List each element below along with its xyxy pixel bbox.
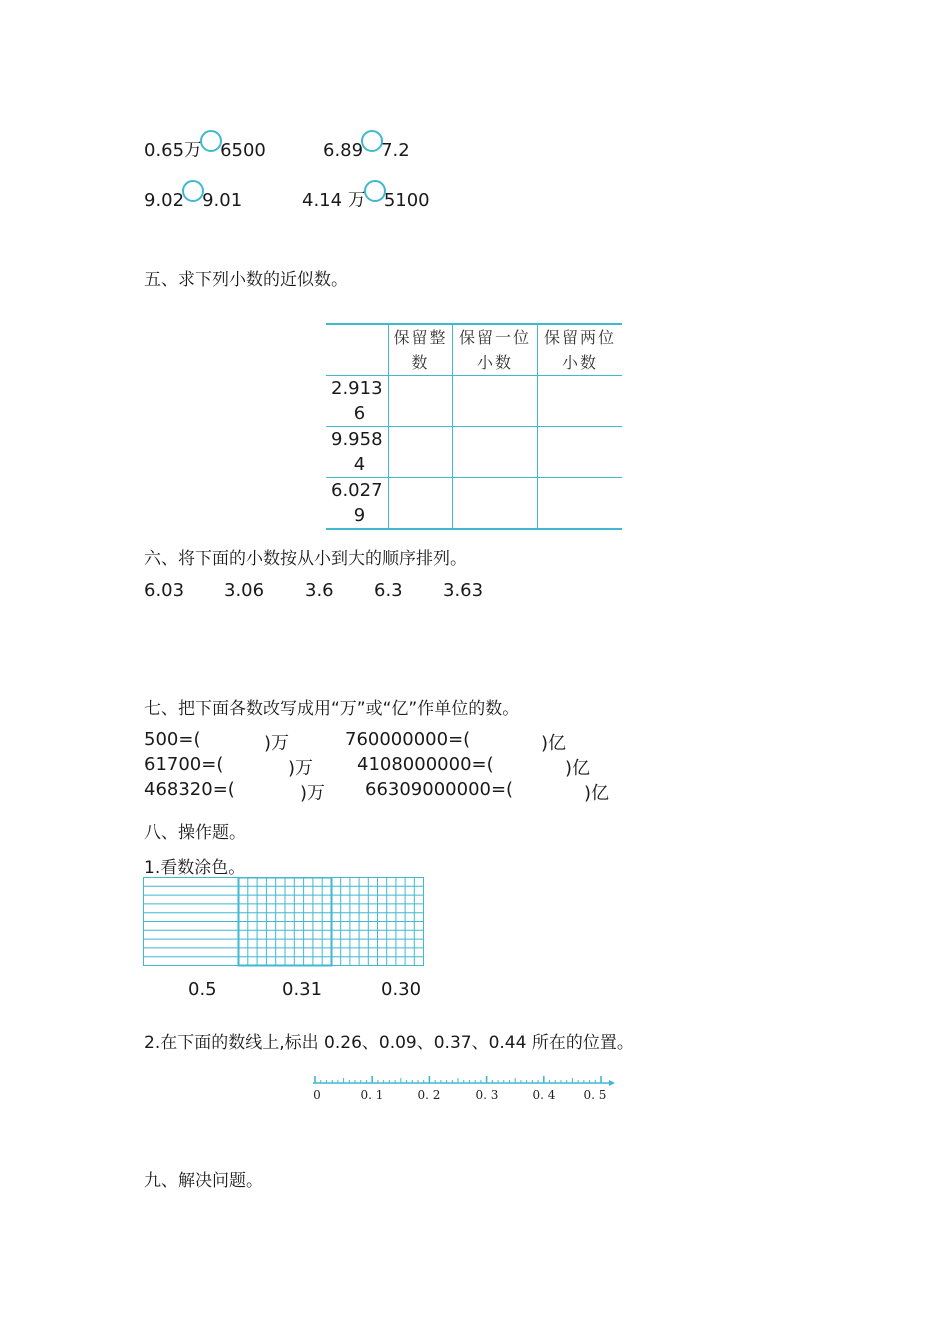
rewrite-left: 4108000000=( [357,754,494,775]
compare-item: 9.02 9.01 [144,180,242,211]
approx-table [326,323,622,530]
number-item: 6.3 [374,580,403,601]
tick-label: 0. 4 [532,1088,556,1102]
rewrite-left: 468320=( [144,779,235,800]
answer-cell[interactable] [389,376,453,427]
compare-item: 6.89 7.2 [323,130,410,161]
question-2: 2.在下面的数线上,标出 0.26、0.09、0.37、0.44 所在的位置。 [144,1033,634,1053]
section-title: 五、求下列小数的近似数。 [144,270,348,290]
section-title: 六、将下面的小数按从小到大的顺序排列。 [144,549,467,569]
compare-item: 0.65万 6500 [144,130,266,162]
section-title: 九、解决问题。 [144,1171,263,1191]
rewrite-unit: )亿 [565,758,591,779]
table-header: 保留整 数 [389,324,453,376]
rewrite-left: 760000000=( [345,729,471,750]
number-list [144,580,184,601]
table-row-label: 6.027 9 [326,478,389,530]
compare-item: 4.14 万 5100 [302,180,430,212]
rewrite-left: 66309000000=( [365,779,514,800]
table-row-label: 2.913 6 [326,376,389,427]
rewrite-unit: )亿 [541,733,567,754]
section-title: 八、操作题。 [144,823,246,843]
tick-label: 0. 3 [475,1088,499,1102]
question-1: 1.看数涂色。 [144,858,246,878]
rewrite-left: 61700=( [144,754,224,775]
table-row-label: 9.958 4 [326,427,389,478]
grid-label: 0.30 [381,979,422,1000]
rewrite-left: 500=( [144,729,201,750]
color-grids [143,877,425,967]
number-item: 3.63 [443,580,484,601]
tick-label: 0. 5 [583,1088,607,1102]
section-title: 七、把下面各数改写成用“万”或“亿”作单位的数。 [144,699,520,719]
grid-hundred[interactable] [239,878,332,966]
number-item: 3.6 [305,580,334,601]
tick-label: 0. 2 [417,1088,441,1102]
grid-label: 0.5 [188,979,217,1000]
answer-cell[interactable] [389,427,453,478]
answer-cell[interactable] [453,376,538,427]
rewrite-unit: )亿 [584,783,610,804]
compare-circle[interactable] [200,130,222,152]
grid-strips[interactable] [144,878,239,966]
answer-cell[interactable] [389,478,453,530]
rewrite-unit: )万 [288,758,314,779]
rewrite-unit: )万 [264,733,290,754]
number-line[interactable] [300,1070,630,1110]
rewrite-unit: )万 [300,783,326,804]
table-header: 保留两位 小数 [538,324,623,376]
grid-hundred[interactable] [332,878,424,966]
grid-label: 0.31 [282,979,323,1000]
number-item: 3.06 [224,580,265,601]
tick-label: 0. 1 [360,1088,384,1102]
compare-circle[interactable] [182,180,204,202]
answer-cell[interactable] [538,427,623,478]
compare-circle[interactable] [361,130,383,152]
table-header: 保留一位 小数 [453,324,538,376]
answer-cell[interactable] [538,478,623,530]
table-corner [326,324,389,376]
compare-circle[interactable] [364,180,386,202]
answer-cell[interactable] [538,376,623,427]
answer-cell[interactable] [453,478,538,530]
number-item: 6.03 [144,580,185,601]
answer-cell[interactable] [453,427,538,478]
number-line-arrow [609,1080,615,1086]
tick-label: 0 [313,1088,321,1102]
